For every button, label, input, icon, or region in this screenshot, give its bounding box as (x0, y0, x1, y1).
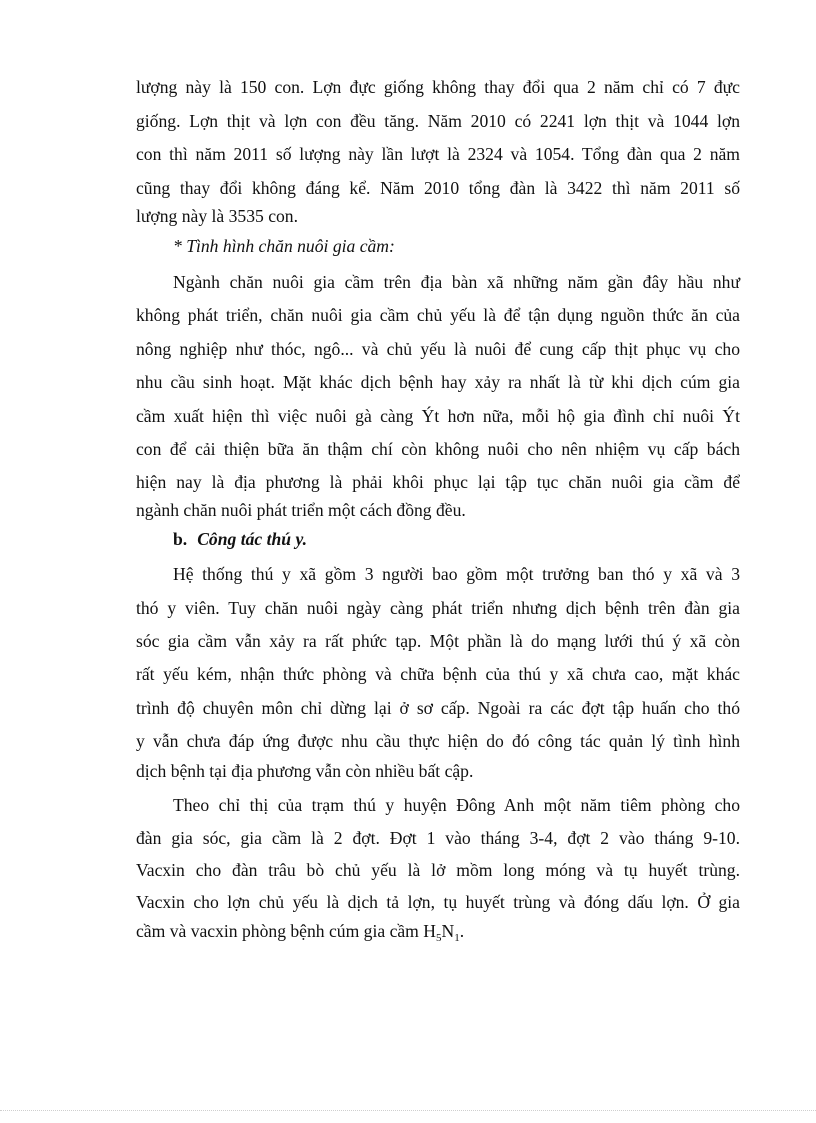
text-line: Hệ thống thú y xã gồm 3 người bao gồm một trưởng ban thó y xã và 3 (173, 564, 740, 584)
text-line: đàn gia sóc, gia cầm là 2 đợt. Đợt 1 vào tháng 3-4, đợt 2 vào tháng 9-10. (136, 828, 740, 848)
text-line: lượng này là 3535 con. (136, 206, 299, 226)
text-line: con thì năm 2011 số lượng này lần lượt là 2324 và 1054. Tổng đàn qua 2 năm (136, 144, 740, 164)
text-segment: N (441, 921, 455, 941)
text-line: sóc gia cầm vẫn xảy ra rất phức tạp. Một phần là do mạng lưới thú ý xã còn (136, 631, 740, 651)
text-line: Vacxin cho đàn trâu bò chủ yếu là lở mồm long móng và tụ huyết trùng. (136, 860, 740, 880)
subscript: 5 (435, 932, 442, 944)
subsection-heading: * Tình hình chăn nuôi gia cầm: (173, 236, 395, 256)
text-line: con để cải thiện bữa ăn thậm chí còn không nuôi cho nên nhiệm vụ cấp bách (136, 439, 740, 459)
section-marker: b. (173, 529, 188, 549)
text-line: thó y viên. Tuy chăn nuôi ngày càng phát triển nhưng dịch bệnh trên đàn gia (136, 598, 740, 618)
text-segment: . (459, 921, 465, 941)
text-line: lượng này là 150 con. Lợn đực giống không thay đổi qua 2 năm chỉ có 7 đực (136, 77, 740, 97)
text-line: hiện nay là địa phương là phải khôi phục lại tập tục chăn nuôi gia cầm để (136, 472, 740, 492)
text-line: dịch bệnh tại địa phương vẫn còn nhiều bất cập. (136, 761, 474, 781)
text-line: cũng thay đổi không đáng kể. Năm 2010 tổng đàn là 3422 thì năm 2011 số (136, 178, 740, 198)
subscript: 1 (454, 932, 460, 944)
section-heading (173, 527, 307, 551)
text-line: ngành chăn nuôi phát triển một cách đồng đều. (136, 500, 466, 520)
text-segment: cầm và vacxin phòng bệnh cúm gia cầm H (136, 921, 436, 941)
text-line: trình độ chuyên môn chỉ dừng lại ở sơ cấp. Ngoài ra các đợt tập huấn cho thó (136, 698, 740, 718)
text-line: nông nghiệp như thóc, ngô... và chủ yếu là nuôi để cung cấp thịt phục vụ cho (136, 339, 740, 359)
page-divider (0, 1110, 816, 1112)
section-title: Công tác thú y. (197, 529, 308, 549)
text-line: Ngành chăn nuôi gia cầm trên địa bàn xã những năm gần đây hầu như (173, 272, 740, 292)
text-line: y vẫn chưa đáp ứng được nhu cầu thực hiện do đó công tác quản lý tình hình (136, 731, 740, 751)
text-line-with-formula (136, 919, 740, 943)
text-line: Vacxin cho lợn chủ yếu là dịch tả lợn, tụ huyết trùng và đóng dấu lợn. Ở gia (136, 892, 740, 912)
text-line: không phát triển, chăn nuôi gia cầm chủ yếu là để tận dụng nguồn thức ăn của (136, 305, 740, 325)
text-line: nhu cầu sinh hoạt. Mặt khác dịch bệnh hay xảy ra nhất là từ khi dịch cúm gia (136, 372, 740, 392)
text-line: rất yếu kém, nhận thức phòng và chữa bệnh của thú y xã chưa cao, mặt khác (136, 664, 740, 684)
text-line: giống. Lợn thịt và lợn con đều tăng. Năm 2010 có 2241 lợn thịt và 1044 lợn (136, 111, 740, 131)
text-line: cầm xuất hiện thì việc nuôi gà càng Ýt hơn nữa, mỗi hộ gia đình chỉ nuôi Ýt (136, 406, 740, 426)
text-line: Theo chỉ thị của trạm thú y huyện Đông Anh một năm tiêm phòng cho (173, 795, 740, 815)
